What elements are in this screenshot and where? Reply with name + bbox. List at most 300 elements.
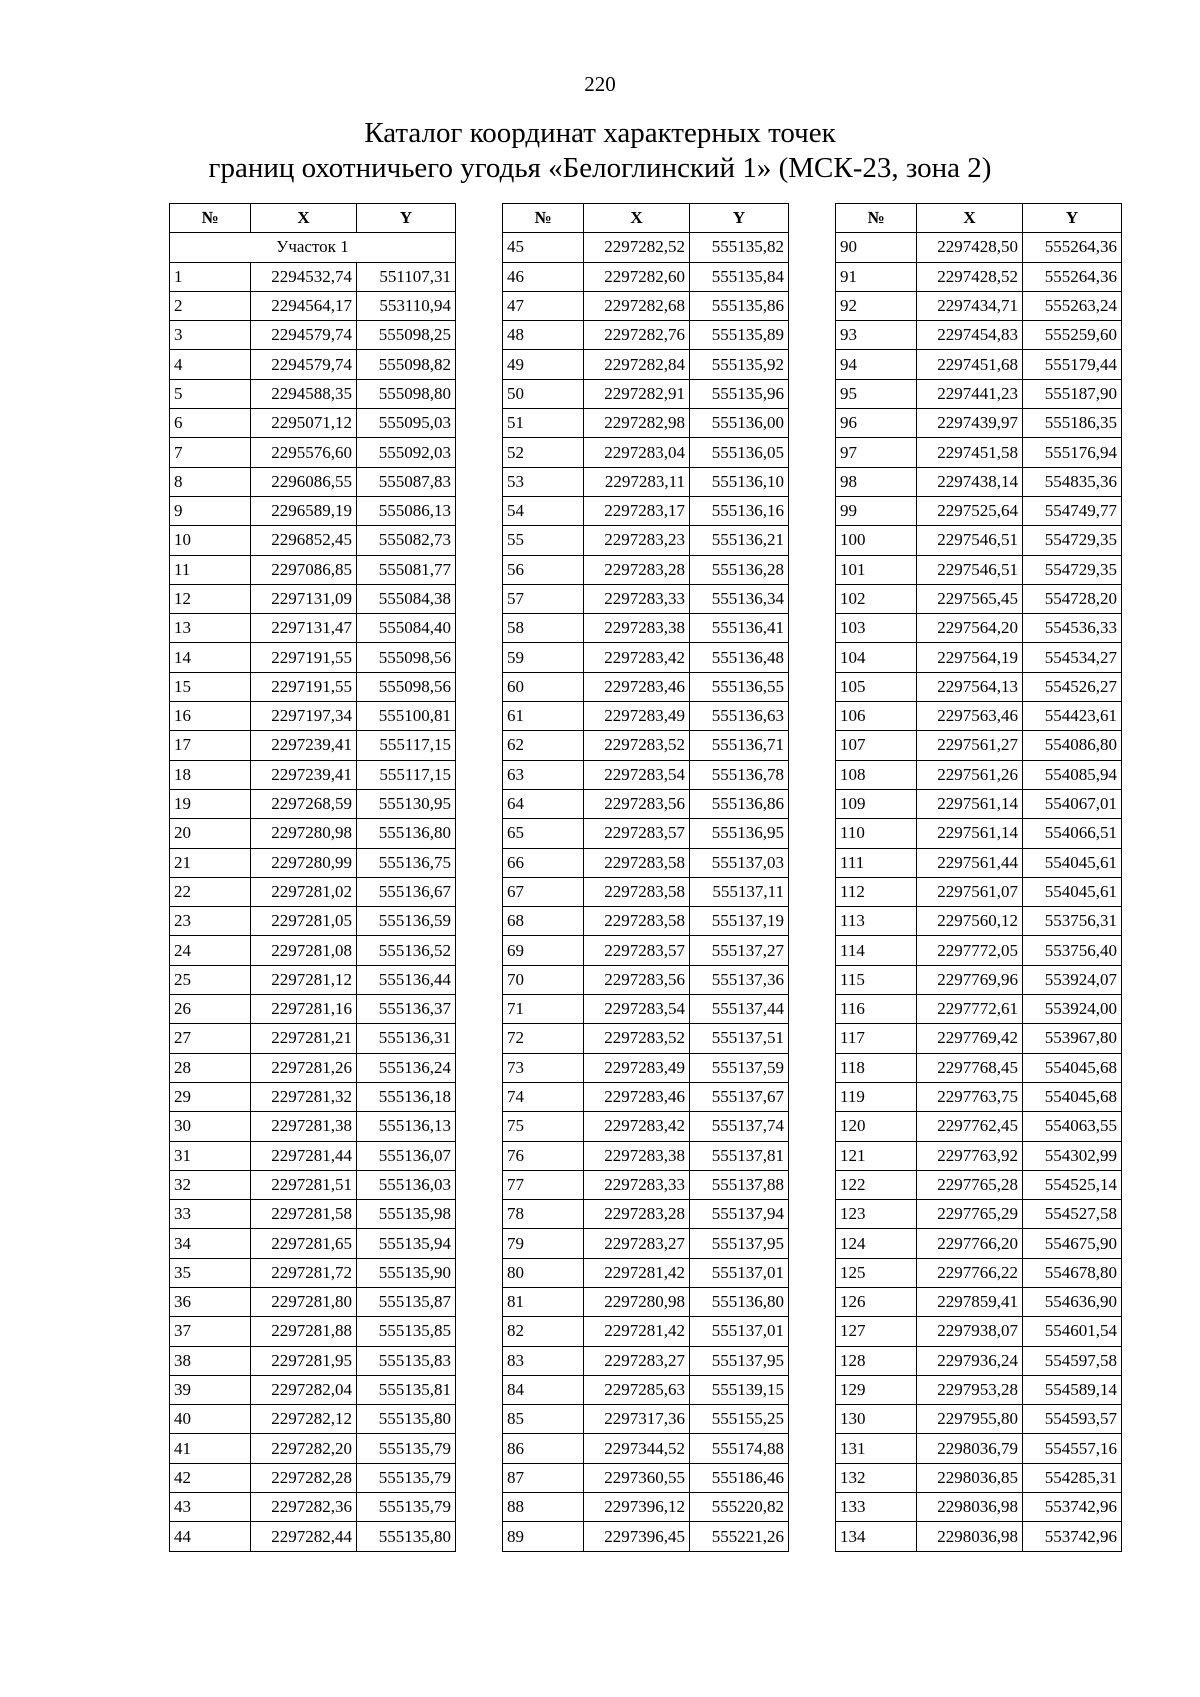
point-number: 127 xyxy=(836,1317,917,1346)
table-row xyxy=(170,291,456,320)
x-coordinate: 2296852,45 xyxy=(251,526,357,555)
table-row xyxy=(503,409,789,438)
y-coordinate: 555098,80 xyxy=(357,379,456,408)
table-row xyxy=(503,1346,789,1375)
y-coordinate: 555137,88 xyxy=(690,1170,789,1199)
y-coordinate: 555136,10 xyxy=(690,467,789,496)
x-coordinate: 2297282,20 xyxy=(251,1434,357,1463)
y-coordinate: 555137,67 xyxy=(690,1082,789,1111)
y-coordinate: 553924,07 xyxy=(1023,965,1122,994)
table-row xyxy=(503,995,789,1024)
y-coordinate: 555137,01 xyxy=(690,1258,789,1287)
table-row xyxy=(836,1229,1122,1258)
y-coordinate: 555135,92 xyxy=(690,350,789,379)
table-row xyxy=(503,848,789,877)
y-coordinate: 555136,86 xyxy=(690,789,789,818)
x-coordinate: 2295071,12 xyxy=(251,409,357,438)
table-row xyxy=(836,584,1122,613)
y-coordinate: 555136,05 xyxy=(690,438,789,467)
x-coordinate: 2297280,98 xyxy=(251,819,357,848)
y-coordinate: 553756,31 xyxy=(1023,907,1122,936)
point-number: 21 xyxy=(170,848,251,877)
point-number: 71 xyxy=(503,995,584,1024)
y-coordinate: 555135,79 xyxy=(357,1434,456,1463)
point-number: 111 xyxy=(836,848,917,877)
point-number: 33 xyxy=(170,1200,251,1229)
y-coordinate: 555136,52 xyxy=(357,936,456,965)
point-number: 95 xyxy=(836,379,917,408)
table-row xyxy=(170,907,456,936)
x-coordinate: 2296589,19 xyxy=(251,496,357,525)
y-coordinate: 555263,24 xyxy=(1023,291,1122,320)
x-coordinate: 2297561,14 xyxy=(917,789,1023,818)
point-number: 25 xyxy=(170,965,251,994)
point-number: 20 xyxy=(170,819,251,848)
y-coordinate: 555136,13 xyxy=(357,1112,456,1141)
x-coordinate: 2297268,59 xyxy=(251,789,357,818)
x-coordinate: 2297281,51 xyxy=(251,1170,357,1199)
y-coordinate: 555136,03 xyxy=(357,1170,456,1199)
point-number: 90 xyxy=(836,233,917,262)
point-number: 53 xyxy=(503,467,584,496)
y-coordinate: 555136,63 xyxy=(690,702,789,731)
table-row xyxy=(836,233,1122,262)
x-coordinate: 2297283,42 xyxy=(584,1112,690,1141)
point-number: 76 xyxy=(503,1141,584,1170)
y-coordinate: 555092,03 xyxy=(357,438,456,467)
y-coordinate: 555082,73 xyxy=(357,526,456,555)
table-row xyxy=(170,702,456,731)
point-number: 2 xyxy=(170,291,251,320)
y-coordinate: 555137,27 xyxy=(690,936,789,965)
table-row xyxy=(503,877,789,906)
point-number: 12 xyxy=(170,584,251,613)
point-number: 72 xyxy=(503,1024,584,1053)
x-coordinate: 2297772,61 xyxy=(917,995,1023,1024)
column-header-y: Y xyxy=(690,204,789,233)
x-coordinate: 2297766,22 xyxy=(917,1258,1023,1287)
table-row xyxy=(170,1170,456,1199)
point-number: 96 xyxy=(836,409,917,438)
point-number: 60 xyxy=(503,672,584,701)
x-coordinate: 2297438,14 xyxy=(917,467,1023,496)
y-coordinate: 555135,96 xyxy=(690,379,789,408)
y-coordinate: 555139,15 xyxy=(690,1375,789,1404)
point-number: 34 xyxy=(170,1229,251,1258)
y-coordinate: 555137,95 xyxy=(690,1346,789,1375)
y-coordinate: 554045,61 xyxy=(1023,848,1122,877)
y-coordinate: 555135,80 xyxy=(357,1405,456,1434)
x-coordinate: 2297197,34 xyxy=(251,702,357,731)
point-number: 132 xyxy=(836,1463,917,1492)
point-number: 120 xyxy=(836,1112,917,1141)
y-coordinate: 555220,82 xyxy=(690,1493,789,1522)
table-row xyxy=(503,233,789,262)
x-coordinate: 2297285,63 xyxy=(584,1375,690,1404)
point-number: 101 xyxy=(836,555,917,584)
y-coordinate: 555098,56 xyxy=(357,643,456,672)
table-row xyxy=(170,1405,456,1434)
x-coordinate: 2297283,42 xyxy=(584,643,690,672)
x-coordinate: 2297762,45 xyxy=(917,1112,1023,1141)
point-number: 112 xyxy=(836,877,917,906)
x-coordinate: 2297283,38 xyxy=(584,614,690,643)
y-coordinate: 554835,36 xyxy=(1023,467,1122,496)
x-coordinate: 2297283,54 xyxy=(584,760,690,789)
y-coordinate: 555135,80 xyxy=(357,1522,456,1551)
table-row xyxy=(170,614,456,643)
table-row xyxy=(836,643,1122,672)
point-number: 62 xyxy=(503,731,584,760)
point-number: 86 xyxy=(503,1434,584,1463)
x-coordinate: 2297281,42 xyxy=(584,1258,690,1287)
x-coordinate: 2297546,51 xyxy=(917,555,1023,584)
y-coordinate: 555137,01 xyxy=(690,1317,789,1346)
point-number: 10 xyxy=(170,526,251,555)
point-number: 67 xyxy=(503,877,584,906)
x-coordinate: 2297281,58 xyxy=(251,1200,357,1229)
table-row xyxy=(503,584,789,613)
y-coordinate: 555259,60 xyxy=(1023,321,1122,350)
table-row xyxy=(503,555,789,584)
x-coordinate: 2297772,05 xyxy=(917,936,1023,965)
table-row xyxy=(836,995,1122,1024)
x-coordinate: 2297936,24 xyxy=(917,1346,1023,1375)
page-title xyxy=(0,116,1200,186)
y-coordinate: 554526,27 xyxy=(1023,672,1122,701)
y-coordinate: 555081,77 xyxy=(357,555,456,584)
x-coordinate: 2297441,23 xyxy=(917,379,1023,408)
x-coordinate: 2298036,98 xyxy=(917,1522,1023,1551)
point-number: 41 xyxy=(170,1434,251,1463)
table-row xyxy=(503,379,789,408)
table-row xyxy=(170,409,456,438)
table-row xyxy=(170,1463,456,1492)
y-coordinate: 554525,14 xyxy=(1023,1170,1122,1199)
point-number: 129 xyxy=(836,1375,917,1404)
y-coordinate: 554636,90 xyxy=(1023,1287,1122,1316)
table-row xyxy=(170,1082,456,1111)
x-coordinate: 2297768,45 xyxy=(917,1053,1023,1082)
table-row xyxy=(170,672,456,701)
y-coordinate: 555136,41 xyxy=(690,614,789,643)
y-coordinate: 554728,20 xyxy=(1023,584,1122,613)
point-number: 102 xyxy=(836,584,917,613)
table-row xyxy=(836,262,1122,291)
table-row xyxy=(170,1434,456,1463)
x-coordinate: 2297283,49 xyxy=(584,1053,690,1082)
x-coordinate: 2297564,20 xyxy=(917,614,1023,643)
x-coordinate: 2297281,65 xyxy=(251,1229,357,1258)
x-coordinate: 2297282,12 xyxy=(251,1405,357,1434)
table-row xyxy=(836,1493,1122,1522)
point-number: 88 xyxy=(503,1493,584,1522)
table-row xyxy=(503,907,789,936)
y-coordinate: 555098,82 xyxy=(357,350,456,379)
x-coordinate: 2297283,17 xyxy=(584,496,690,525)
table-row xyxy=(836,409,1122,438)
y-coordinate: 554589,14 xyxy=(1023,1375,1122,1404)
x-coordinate: 2297360,55 xyxy=(584,1463,690,1492)
point-number: 103 xyxy=(836,614,917,643)
x-coordinate: 2297282,28 xyxy=(251,1463,357,1492)
y-coordinate: 555095,03 xyxy=(357,409,456,438)
x-coordinate: 2297525,64 xyxy=(917,496,1023,525)
table-header-row xyxy=(170,204,456,233)
point-number: 78 xyxy=(503,1200,584,1229)
y-coordinate: 555136,07 xyxy=(357,1141,456,1170)
table-row xyxy=(503,702,789,731)
table-row xyxy=(836,1346,1122,1375)
point-number: 128 xyxy=(836,1346,917,1375)
y-coordinate: 555136,00 xyxy=(690,409,789,438)
table-row xyxy=(836,379,1122,408)
table-row xyxy=(170,1258,456,1287)
y-coordinate: 554527,58 xyxy=(1023,1200,1122,1229)
point-number: 77 xyxy=(503,1170,584,1199)
y-coordinate: 554045,68 xyxy=(1023,1053,1122,1082)
point-number: 3 xyxy=(170,321,251,350)
y-coordinate: 555135,87 xyxy=(357,1287,456,1316)
section-label: Участок 1 xyxy=(170,233,456,262)
y-coordinate: 555221,26 xyxy=(690,1522,789,1551)
y-coordinate: 554557,16 xyxy=(1023,1434,1122,1463)
x-coordinate: 2297283,57 xyxy=(584,936,690,965)
x-coordinate: 2297282,98 xyxy=(584,409,690,438)
y-coordinate: 554601,54 xyxy=(1023,1317,1122,1346)
point-number: 27 xyxy=(170,1024,251,1053)
x-coordinate: 2297282,60 xyxy=(584,262,690,291)
table-row xyxy=(503,936,789,965)
y-coordinate: 555155,25 xyxy=(690,1405,789,1434)
y-coordinate: 555137,81 xyxy=(690,1141,789,1170)
table-row xyxy=(836,526,1122,555)
x-coordinate: 2297283,46 xyxy=(584,1082,690,1111)
column-header-y: Y xyxy=(357,204,456,233)
table-row xyxy=(836,614,1122,643)
x-coordinate: 2297859,41 xyxy=(917,1287,1023,1316)
table-row xyxy=(170,467,456,496)
y-coordinate: 553742,96 xyxy=(1023,1493,1122,1522)
y-coordinate: 554678,80 xyxy=(1023,1258,1122,1287)
title-line-2: границ охотничьего угодья «Белоглинский 1» (МСК-23, зона 2) xyxy=(208,152,992,184)
table-row xyxy=(170,789,456,818)
y-coordinate: 554597,58 xyxy=(1023,1346,1122,1375)
x-coordinate: 2297439,97 xyxy=(917,409,1023,438)
x-coordinate: 2297283,54 xyxy=(584,995,690,1024)
y-coordinate: 553110,94 xyxy=(357,291,456,320)
table-row xyxy=(170,1053,456,1082)
x-coordinate: 2297763,92 xyxy=(917,1141,1023,1170)
x-coordinate: 2297281,42 xyxy=(584,1317,690,1346)
point-number: 58 xyxy=(503,614,584,643)
y-coordinate: 554593,57 xyxy=(1023,1405,1122,1434)
x-coordinate: 2297282,91 xyxy=(584,379,690,408)
y-coordinate: 554063,55 xyxy=(1023,1112,1122,1141)
x-coordinate: 2297280,98 xyxy=(584,1287,690,1316)
y-coordinate: 555264,36 xyxy=(1023,233,1122,262)
y-coordinate: 555136,37 xyxy=(357,995,456,1024)
table-row xyxy=(836,1024,1122,1053)
point-number: 50 xyxy=(503,379,584,408)
x-coordinate: 2297282,68 xyxy=(584,291,690,320)
x-coordinate: 2297131,47 xyxy=(251,614,357,643)
x-coordinate: 2297283,52 xyxy=(584,1024,690,1053)
y-coordinate: 555174,88 xyxy=(690,1434,789,1463)
point-number: 94 xyxy=(836,350,917,379)
y-coordinate: 555176,94 xyxy=(1023,438,1122,467)
table-row xyxy=(836,1317,1122,1346)
y-coordinate: 555136,48 xyxy=(690,643,789,672)
x-coordinate: 2297283,28 xyxy=(584,555,690,584)
table-row xyxy=(503,643,789,672)
y-coordinate: 555136,59 xyxy=(357,907,456,936)
point-number: 43 xyxy=(170,1493,251,1522)
point-number: 104 xyxy=(836,643,917,672)
table-row xyxy=(836,789,1122,818)
point-number: 35 xyxy=(170,1258,251,1287)
x-coordinate: 2297561,14 xyxy=(917,819,1023,848)
y-coordinate: 555135,83 xyxy=(357,1346,456,1375)
y-coordinate: 555130,95 xyxy=(357,789,456,818)
y-coordinate: 555137,94 xyxy=(690,1200,789,1229)
x-coordinate: 2297239,41 xyxy=(251,760,357,789)
table-row xyxy=(503,1522,789,1551)
table-row xyxy=(503,760,789,789)
table-row xyxy=(170,1287,456,1316)
point-number: 122 xyxy=(836,1170,917,1199)
x-coordinate: 2298036,98 xyxy=(917,1493,1023,1522)
column-header-number: № xyxy=(836,204,917,233)
table-row xyxy=(170,995,456,1024)
x-coordinate: 2297434,71 xyxy=(917,291,1023,320)
point-number: 133 xyxy=(836,1493,917,1522)
point-number: 23 xyxy=(170,907,251,936)
y-coordinate: 555135,86 xyxy=(690,291,789,320)
y-coordinate: 554085,94 xyxy=(1023,760,1122,789)
x-coordinate: 2297451,68 xyxy=(917,350,1023,379)
y-coordinate: 555136,55 xyxy=(690,672,789,701)
y-coordinate: 553756,40 xyxy=(1023,936,1122,965)
x-coordinate: 2296086,55 xyxy=(251,467,357,496)
point-number: 45 xyxy=(503,233,584,262)
x-coordinate: 2297565,45 xyxy=(917,584,1023,613)
point-number: 97 xyxy=(836,438,917,467)
x-coordinate: 2297283,27 xyxy=(584,1229,690,1258)
x-coordinate: 2297546,51 xyxy=(917,526,1023,555)
point-number: 48 xyxy=(503,321,584,350)
x-coordinate: 2297280,99 xyxy=(251,848,357,877)
table-row xyxy=(170,760,456,789)
point-number: 42 xyxy=(170,1463,251,1492)
x-coordinate: 2297428,50 xyxy=(917,233,1023,262)
x-coordinate: 2294588,35 xyxy=(251,379,357,408)
table-row xyxy=(503,1434,789,1463)
column-header-y: Y xyxy=(1023,204,1122,233)
y-coordinate: 553742,96 xyxy=(1023,1522,1122,1551)
x-coordinate: 2297239,41 xyxy=(251,731,357,760)
x-coordinate: 2297564,19 xyxy=(917,643,1023,672)
y-coordinate: 555087,83 xyxy=(357,467,456,496)
table-row xyxy=(503,1229,789,1258)
point-number: 19 xyxy=(170,789,251,818)
y-coordinate: 555137,19 xyxy=(690,907,789,936)
y-coordinate: 555135,81 xyxy=(357,1375,456,1404)
table-row xyxy=(170,819,456,848)
x-coordinate: 2297938,07 xyxy=(917,1317,1023,1346)
x-coordinate: 2297769,42 xyxy=(917,1024,1023,1053)
point-number: 29 xyxy=(170,1082,251,1111)
table-row xyxy=(503,1463,789,1492)
x-coordinate: 2297281,80 xyxy=(251,1287,357,1316)
table-row xyxy=(836,1053,1122,1082)
column-header-number: № xyxy=(503,204,584,233)
point-number: 81 xyxy=(503,1287,584,1316)
point-number: 109 xyxy=(836,789,917,818)
table-row xyxy=(836,1287,1122,1316)
table-row xyxy=(503,1493,789,1522)
point-number: 52 xyxy=(503,438,584,467)
table-row xyxy=(503,321,789,350)
y-coordinate: 555136,24 xyxy=(357,1053,456,1082)
point-number: 16 xyxy=(170,702,251,731)
y-coordinate: 555137,51 xyxy=(690,1024,789,1053)
x-coordinate: 2297191,55 xyxy=(251,643,357,672)
table-row xyxy=(836,1522,1122,1551)
y-coordinate: 555135,98 xyxy=(357,1200,456,1229)
x-coordinate: 2297396,45 xyxy=(584,1522,690,1551)
x-coordinate: 2297281,38 xyxy=(251,1112,357,1141)
x-coordinate: 2297560,12 xyxy=(917,907,1023,936)
table-row xyxy=(170,1141,456,1170)
point-number: 125 xyxy=(836,1258,917,1287)
point-number: 24 xyxy=(170,936,251,965)
table-row xyxy=(503,789,789,818)
point-number: 89 xyxy=(503,1522,584,1551)
y-coordinate: 555098,25 xyxy=(357,321,456,350)
y-coordinate: 555179,44 xyxy=(1023,350,1122,379)
point-number: 114 xyxy=(836,936,917,965)
table-row xyxy=(836,1434,1122,1463)
x-coordinate: 2297563,46 xyxy=(917,702,1023,731)
x-coordinate: 2297282,76 xyxy=(584,321,690,350)
table-row xyxy=(170,379,456,408)
table-row xyxy=(503,1112,789,1141)
y-coordinate: 555186,46 xyxy=(690,1463,789,1492)
y-coordinate: 551107,31 xyxy=(357,262,456,291)
table-row xyxy=(836,965,1122,994)
x-coordinate: 2297283,38 xyxy=(584,1141,690,1170)
x-coordinate: 2295576,60 xyxy=(251,438,357,467)
column-header-number: № xyxy=(170,204,251,233)
point-number: 38 xyxy=(170,1346,251,1375)
point-number: 66 xyxy=(503,848,584,877)
point-number: 73 xyxy=(503,1053,584,1082)
point-number: 13 xyxy=(170,614,251,643)
x-coordinate: 2297283,58 xyxy=(584,877,690,906)
table-row xyxy=(836,1082,1122,1111)
y-coordinate: 555137,36 xyxy=(690,965,789,994)
table-header-row xyxy=(503,204,789,233)
x-coordinate: 2297283,58 xyxy=(584,907,690,936)
y-coordinate: 554302,99 xyxy=(1023,1141,1122,1170)
x-coordinate: 2297281,32 xyxy=(251,1082,357,1111)
x-coordinate: 2297451,58 xyxy=(917,438,1023,467)
x-coordinate: 2297283,58 xyxy=(584,848,690,877)
y-coordinate: 555135,84 xyxy=(690,262,789,291)
point-number: 37 xyxy=(170,1317,251,1346)
y-coordinate: 555136,67 xyxy=(357,877,456,906)
